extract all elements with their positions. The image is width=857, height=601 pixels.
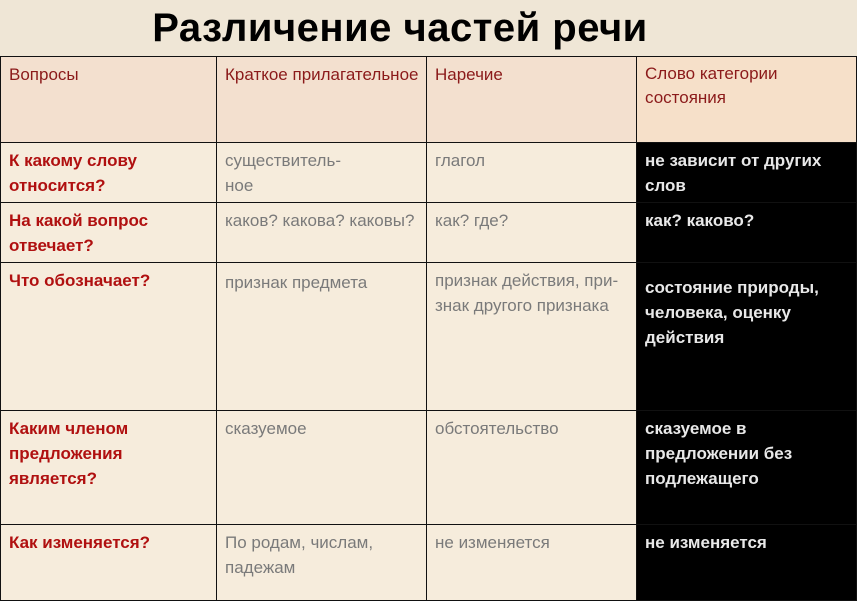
header-short-adjective: Краткое прилагательное <box>217 57 427 143</box>
row-short-adjective: признак предмета <box>217 263 427 411</box>
table-header-row <box>1 57 857 143</box>
row-question: На какой вопрос отвечает? <box>1 203 217 263</box>
row-state-word: не изменяется <box>637 525 857 601</box>
row-state-word: как? каково? <box>637 203 857 263</box>
row-state-word: сказуемое в предложении без подлежащего <box>637 411 857 525</box>
table-row <box>1 411 857 525</box>
row-adverb: признак действия, при- знак другого признака <box>427 263 637 411</box>
header-state-word: Слово категории состояния <box>637 57 857 143</box>
row-question: Как изменяется? <box>1 525 217 601</box>
row-short-adjective: существитель- ное <box>217 143 427 203</box>
table-row <box>1 525 857 601</box>
row-adverb: как? где? <box>427 203 637 263</box>
header-questions: Вопросы <box>1 57 217 143</box>
row-adverb: обстоятельство <box>427 411 637 525</box>
row-short-adjective: По родам, числам, падежам <box>217 525 427 601</box>
table-row <box>1 203 857 263</box>
row-state-word: не зависит от других слов <box>637 143 857 203</box>
table-row <box>1 263 857 411</box>
header-adverb: Наречие <box>427 57 637 143</box>
row-short-adjective: каков? какова? каковы? <box>217 203 427 263</box>
row-question: К какому слову относится? <box>1 143 217 203</box>
comparison-table <box>0 56 857 601</box>
row-adverb: глагол <box>427 143 637 203</box>
row-state-word: состояние природы, человека, оценку действия <box>637 263 857 411</box>
row-adverb: не изменяется <box>427 525 637 601</box>
row-question: Что обозначает? <box>1 263 217 411</box>
row-short-adjective: сказуемое <box>217 411 427 525</box>
row-question: Каким членом предложения является? <box>1 411 217 525</box>
slide-title: Различение частей речи <box>152 6 648 50</box>
table-row <box>1 143 857 203</box>
